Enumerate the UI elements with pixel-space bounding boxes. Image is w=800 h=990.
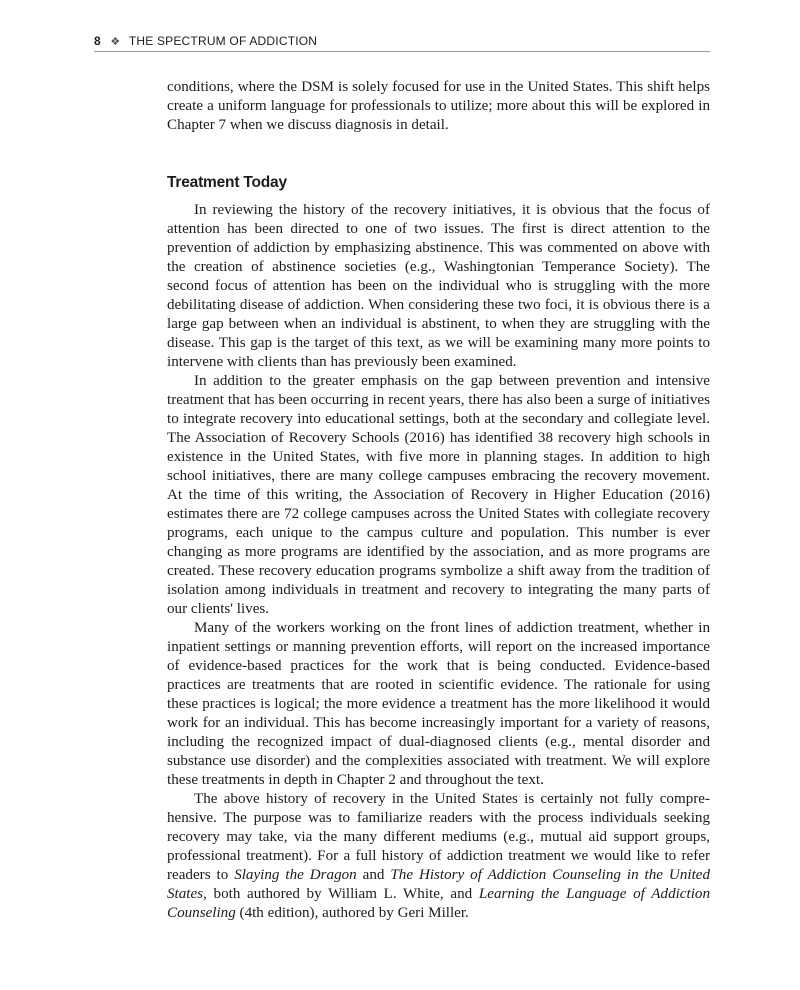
paragraph-3: Many of the workers working on the front lines of addiction treatment, whether in inpatient settings or manning prevention efforts, will report on the increased importance of evidence-based practices for the work that is being conducted. Evidence-based practices are treatments that are rooted in scientific evidence. The rationale for using these practices is logical; the more evidence a treatment has the more likelihood it would work for an individual. This has become increasingly important for a variety of reasons, including the recognized impact of dual-diagnosed clients (e.g., mental disorder and substance use disorder) and the complexities associated with treatment. We will explore these treatments in depth in Chapter 2 and throughout the text. bbox=[167, 620, 710, 788]
book-title-learning-the-language: Learning the Language of Addiction Counseling bbox=[167, 886, 710, 921]
paragraph-4-text-b: and bbox=[356, 867, 391, 883]
continued-paragraph: conditions, where the DSM is solely focused for use in the United States. This shift helps create a uniform language for professionals to utilize; more about this will be explored in Chapter 7 when we discuss diagnosis in detail. bbox=[167, 79, 710, 133]
section-heading: Treatment Today bbox=[167, 174, 287, 191]
paragraph-4-text-c: , both authored by William L. White, and bbox=[203, 886, 479, 902]
paragraph-4-text-a: The above history of recovery in the United States is certainly not fully comprehensive. The purpose was to familiarize readers with the process individuals seeking recovery may take, via the many different mediums (e.g., mutual aid support groups, professional treatment). For a full history of addiction treatment we would like to refer readers to bbox=[167, 791, 710, 883]
running-head bbox=[94, 33, 710, 52]
page-number: 8 bbox=[94, 34, 101, 48]
running-title: THE SPECTRUM OF ADDICTION bbox=[128, 34, 318, 48]
page-body bbox=[167, 78, 710, 923]
book-title-history-of-addiction-counseling: The History of Addiction Counseling in the United States bbox=[167, 867, 711, 902]
paragraph-4-text-d: (4th edition), authored by Geri Miller. bbox=[235, 905, 469, 921]
paragraph-2: In addition to the greater emphasis on the gap between prevention and intensive treatment that has been occurring in recent years, there has also been a surge of initiatives to integrate recovery into educational settings, both at the secondary and collegiate level. The Association of Recovery Schools (2016) has identified 38 recovery high schools in existence in the United States, with five more in planning stages. In addition to high school initiatives, there are many college campuses embracing the recovery movement. At the time of this writing, the Association of Recovery in Higher Education (2016) estimates there are 72 college campuses across the United States with collegiate recovery programs, each unique to the campus culture and population. This number is ever changing as more programs are identified by the association, and as more programs are created. These recovery education programs symbolize a shift away from the tradition of isolation among individuals in treatment and recovery to integrating the many parts of our clients' lives. bbox=[167, 373, 710, 617]
paragraph-1: In reviewing the history of the recovery initiatives, it is obvious that the focus of attention has been directed to one of two issues. The first is direct attention to the prevention of addiction by emphasizing abstinence. This was commented on above with the creation of abstinence societies (e.g., Washingtonian Temperance Society). The second focus of attention has been on the individual who is struggling with the more debilitating disease of addiction. When considering these two foci, it is obvious there is a large gap between when an individual is abstinent, to when they are struggling with the disease. This gap is the target of this text, as we will be examining many more points to intervene with clients than has previously been examined. bbox=[167, 202, 710, 370]
ornament-icon: ❖ bbox=[110, 36, 121, 48]
paragraph-4 bbox=[167, 790, 710, 923]
book-title-slaying-the-dragon: Slaying the Dragon bbox=[234, 867, 357, 883]
